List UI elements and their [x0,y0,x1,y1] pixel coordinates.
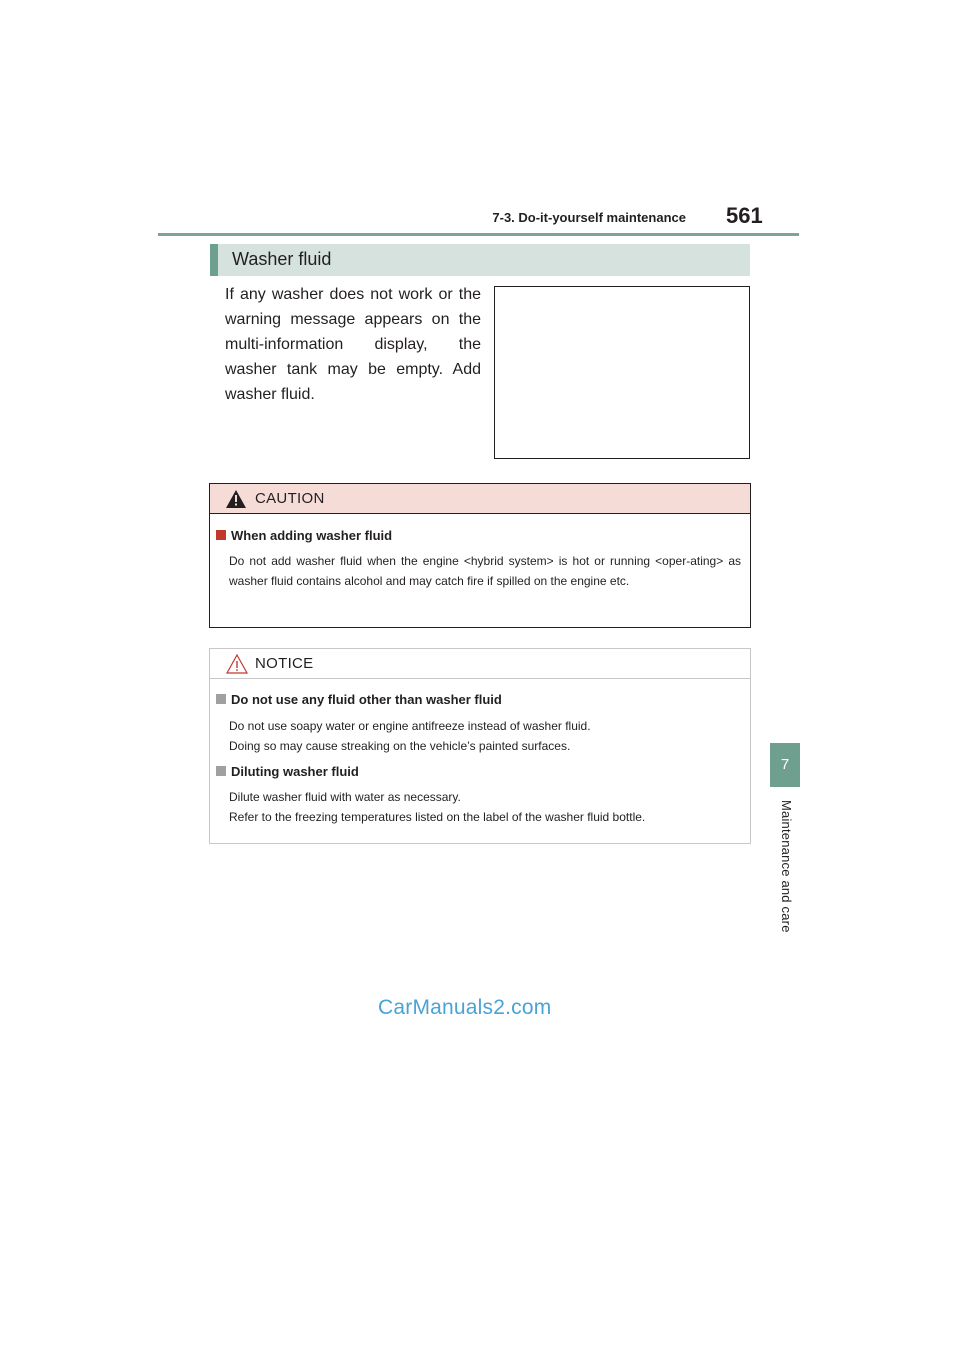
notice-triangle-icon [226,654,248,674]
intro-paragraph: If any washer does not work or the warning message appears on the multi-information display, the washer tank may be empty. Add washer fluid. [225,286,481,403]
caution-header [210,484,750,514]
page-number: 561 [726,203,763,228]
header-divider [158,233,799,236]
chapter-tab: 7 [770,743,800,787]
caution-item-body: Do not add washer fluid when the engine <hybrid system> is hot or running <oper-ating> as washer fluid contains alcohol and may catch fire if spilled on the engine etc. [229,554,741,588]
warning-triangle-icon [226,490,246,508]
bullet-square-icon [216,694,226,704]
notice-title: NOTICE [255,655,314,672]
notice-item-body: Dilute washer fluid with water as necessary. Refer to the freezing temperatures listed on the label of the washer fluid bottle. [229,790,646,824]
caution-item-title: When adding washer fluid [216,528,392,543]
notice-header [210,649,750,679]
watermark-link[interactable]: CarManuals2.com [378,996,552,1019]
caution-title: CAUTION [255,490,325,507]
notice-item-title: Diluting washer fluid [216,764,359,779]
notice-box [209,648,751,844]
chapter-title: Maintenance and care [779,800,794,933]
bullet-square-icon [216,766,226,776]
bullet-square-icon [216,530,226,540]
running-header-title: 7-3. Do-it-yourself maintenance [492,210,686,225]
notice-item-body: Do not use soapy water or engine antifreeze instead of washer fluid. Doing so may cause streaking on the vehicle’s painted surfaces. [229,719,591,753]
notice-item-title: Do not use any fluid other than washer fluid [216,692,502,707]
illustration-frame [494,286,750,459]
section-heading: Washer fluid [232,249,332,269]
section-heading-bar [210,244,750,276]
caution-box [209,483,751,628]
